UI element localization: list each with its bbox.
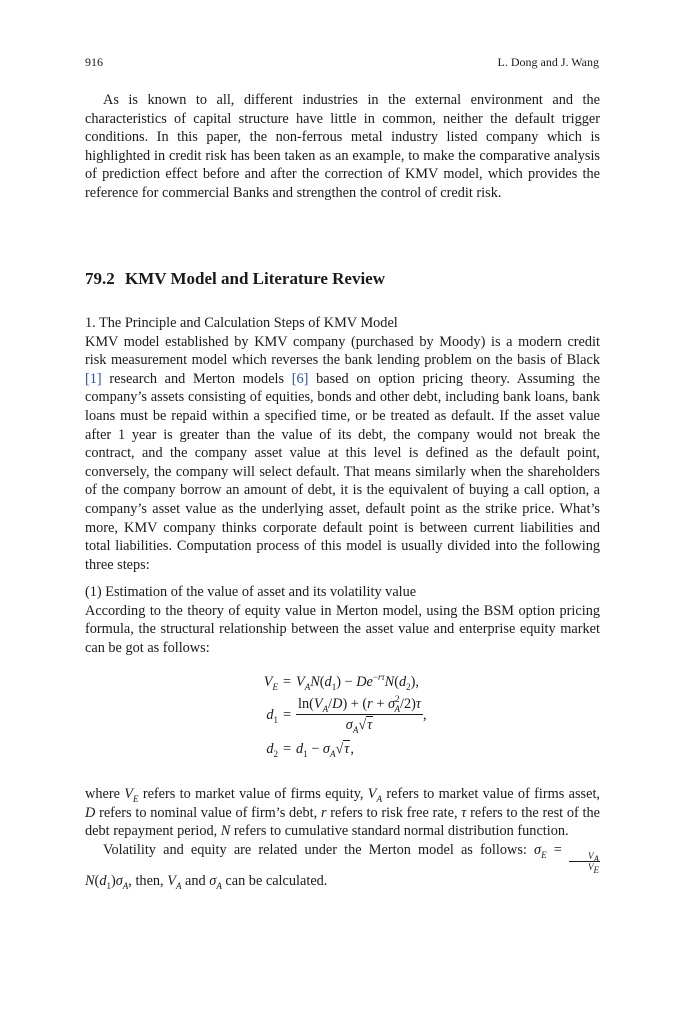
running-header [85,55,599,69]
step1-block [85,583,600,657]
intro-paragraph: As is known to all, different industries in the external environment and the characteristics of capital structure have little in common, neither the default trigger conditions. In this paper, the non-ferrous metal industry listed company which is highlighted in credit risk has been taken as an example, to make the comparative analysis of prediction effect before and after the correction of KMV model, which provides the reference for commercial Banks and strengthen the control of credit risk. [85,92,600,201]
principle-subheading: 1. The Principle and Calculation Steps of KMV Model [85,315,398,331]
section-number: 79.2 [85,269,115,288]
principle-text-3: based on option pricing theory. Assuming the company’s assets consisting of equities, bonds and other debt, including bank loans, bank loans must be repaid within a specified time, or be treated as default. If the asset value after 1 year is greater than the value of its debt, the company would not break the contract, and the company asset value at this level is defined as the default point, conversely, the company will select default. That means similarly when the shareholders of the company borrow an amount of debt, it is the equivalent of buying a call option, a company’s asset value as the underlying asset, default point as the strike price. What’s more, KMV company thinks corporate default point is between current liabilities and total liabilities. Computation process of this model is usually divided into the following three steps: [85,370,600,573]
equation-d1: $d_1$ = $\frac{\ln(V_A/D) + (r + \sigma^2_A/2)\tau}{\sigma_A√\tau}$ , [266,694,427,735]
principle-block [85,314,600,574]
step1-paragraph: According to the theory of equity value in Merton model, using the BSM option pricing formula, the structural relationship between the asset value and enterprise equity market can be got as follows: [85,602,600,656]
citation-link-6[interactable]: [6] [291,370,309,387]
step1-subheading: (1) Estimation of the value of asset and its volatility value [85,584,417,600]
principle-text-1: KMV model established by KMV company (purchased by Moody) is a modern credit risk measurement model which reverses the bank lending problem on the basis of Black [85,333,600,369]
d1-fraction: $\frac{\ln(V_A/D) + (r + \sigma^2_A/2)\tau}{\sigma_A√\tau}$ [298,694,422,735]
equation-d2: $d_2$ = $d_1 - \sigma_A√\tau$, [266,741,354,759]
citation-link-1[interactable]: [1] [85,370,102,387]
definitions-block [85,785,600,890]
principle-paragraph [85,333,600,575]
equation-block [237,673,427,758]
equation-ve: $V_E$ = $V_AN(d_1) - De^{-r\tau}N(d_2)$, [263,672,419,692]
authors: L. Dong and J. Wang [497,55,599,69]
volatility-paragraph: Volatility and equity are related under the Merton model as follows: $\sigma_E$ = $\frac{V_A}{V_E}$ $N(d_1)\sigma_A$, then, $V_A$ and $\sigma_A$ can be calculated. [85,841,599,891]
section-heading [85,268,600,290]
section-title: KMV Model and Literature Review [125,269,385,288]
principle-text-2: research and Merton models [101,370,292,387]
page-number: 916 [85,55,103,69]
definitions-paragraph: where $V_E$ refers to market value of firms equity, $V_A$ refers to market value of firms asset, D refers to nominal value of firm’s debt, r refers to risk free rate, τ refers to the rest of the debt repayment period, N refers to cumulative standard normal distribution function. [85,786,600,840]
